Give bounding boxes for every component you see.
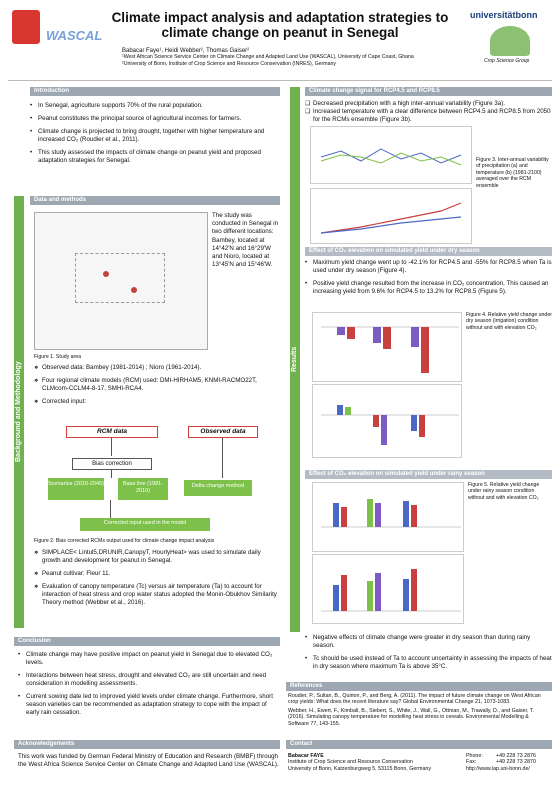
list-item: • Climate change may have positive impact on peanut yield in Senegal due to elevated CO₂ levels. — [18, 651, 280, 667]
list-item: • Negative effects of climate change were greater in dry season than during rainy season. — [305, 634, 552, 650]
website-link[interactable]: http://www.lap.uni-bonn.de/ — [466, 766, 530, 772]
list-item: ❑ Increased temperature with a clear difference between RCP4.5 and RCP8.5 from 2050 for the RCMs ensemble (Figure 3b). — [305, 108, 552, 124]
conclusion-list-right — [305, 634, 552, 676]
co2-dry-list — [305, 259, 552, 301]
scenarios-box: Scenarios (2016-2045) — [48, 478, 104, 500]
conclusion-list — [18, 651, 280, 722]
figure-2-caption: Figure 2. Bias corrected RCMs output used for climate change impact analysis — [34, 538, 215, 544]
university-seal-icon — [12, 10, 40, 44]
list-item: • In Senegal, agriculture supports 70% of the rural population. — [30, 102, 280, 110]
senegal-outline-icon — [75, 253, 165, 303]
list-item: • Current sowing date led to improved yield levels under climate change. Furthermore, short season varieties can be recommended as adaptation strategy to cope with the impact of early rain cessation. — [18, 693, 280, 717]
list-item: • Interactions between heat stress, drought and elevated CO₂ are still uncertain and need consideration in modelling assessments. — [18, 672, 280, 688]
bambey-marker-icon — [103, 271, 109, 277]
precipitation-lines — [311, 127, 471, 183]
crop-plant-icon — [490, 26, 530, 56]
list-item: ❑ Decreased precipitation with a high inter-annual variability (Figure 3a). — [305, 100, 552, 108]
rainy-no-co2-chart — [312, 482, 464, 552]
list-item: • This study assessed the impacts of climate change on peanut yield and proposed adaptation strategies for Senegal. — [30, 149, 280, 165]
study-area-map — [34, 212, 208, 350]
list-item: ❖ Evaluation of canopy temperature (Tc) versus air temperature (Ta) to account for interaction of heat stress and crop water status adopted the Monin-Obukhov Similarity Theory method (Webber et al., 2016). — [34, 583, 280, 607]
list-item: • Tc should be used instead of Ta to account uncertainty in assessing the impacts of heat in dry season where maximum Ta is above 35°C. — [305, 655, 552, 671]
intro-list — [30, 102, 280, 170]
list-item: • Peanut constitutes the principal source of agricultural incomes for farmers. — [30, 115, 280, 123]
wascal-logo: WASCAL — [46, 28, 103, 43]
reference-item: Webber, H., Ewert, F., Kimball, B., Siebert, S., White, J., Wall, G., Ottman, M., Trawally, D., and Gaiser, T. (2016). Simulating canopy temperature for modelling heat stress in cereals. Environmental Modelling & Software 77, 143-155. — [288, 707, 534, 727]
climate-list — [305, 100, 552, 129]
nioro-marker-icon — [131, 287, 137, 293]
fax-number: +49 228 73 2870 — [496, 759, 536, 766]
bias-correction-box: Bias correction — [72, 458, 152, 470]
dry-no-co2-chart — [312, 312, 462, 382]
figure-1-caption: Figure 1. Study area — [34, 354, 82, 360]
co2-rainy-header: Effect of CO₂ elevation on simulated yield under rainy season — [305, 470, 552, 479]
flow-arrow — [110, 500, 111, 518]
list-item: ❖ Four regional climate models (RCM) used: DMI-HIRHAM5, KNMI-RACMO22T, CLMcom-CCLM4-8-17, SMHI-RCA4. — [34, 377, 280, 393]
contact-block — [288, 753, 458, 772]
contact-institute: Institute of Crop Science and Resource Conservation — [288, 759, 413, 766]
flow-arrow — [111, 470, 112, 478]
author-names: Babacar Faye¹, Heidi Webber², Thomas Gaiser² — [122, 48, 250, 54]
intro-header: Introduction — [30, 87, 280, 96]
conclusion-header: Conclusion — [14, 637, 280, 646]
list-item: ❖ SIMPLACE< Lintul5,DRUNIR,CanopyT, HourlyHeat> was used to simulate daily growth and development for peanut in Senegal. — [34, 549, 280, 565]
bonn-logo: universitätbonn Crop Science Group — [470, 10, 538, 64]
figure-3-caption: Figure 3. Inter-annual variability of precipitation (a) and temperature (b) (1981-2100) averaged over the RCM ensemble — [476, 157, 549, 189]
observed-data-box: Observed data — [188, 426, 258, 438]
list-item: ❖ Corrected input: — [34, 398, 280, 406]
affiliation-2: ²University of Bonn, Institute of Crop Science and Resource Conservation (INRES), Germany — [122, 60, 336, 67]
poster-title: Climate impact analysis and adaptation strategies to climate change on peanut in Senegal — [111, 10, 449, 40]
precipitation-chart — [310, 126, 472, 184]
list-item: • Maximum yield change went up to -42.1% for RCP4.5 and -55% for RCP8.5 when Ta is used under dry season (Figure 4). — [305, 259, 552, 275]
phone-number: +49 228 73 2876 — [496, 753, 536, 759]
header-divider — [8, 80, 552, 81]
sidebar-left: Background and Methodology — [14, 196, 24, 628]
methods-list — [34, 549, 280, 612]
affiliation-1: ¹West African Science Service Center on Climate Change and Adapted Land Use (WASCAL), University of Cape Coast, Ghana — [122, 54, 414, 61]
data-header: Data and methods — [30, 196, 280, 205]
list-item: • Positive yield change resulted from the increase in CO₂ concentration. This caused an increasing yield from 9.6% for RCP4.5 to 13.2% for RCP8.5 (Figure 5). — [305, 280, 552, 296]
figure-4-caption: Figure 4. Relative yield change under dry season (irrigation) condition without and with elevation CO₂ — [466, 312, 552, 331]
co2-dry-header: Effect of CO₂ elevation on simulated yield under dry season — [305, 247, 552, 256]
flow-arrow — [111, 438, 112, 456]
temperature-lines — [311, 189, 471, 243]
list-item: ❖ Peanut cultivar: Fleur 11. — [34, 570, 280, 578]
data-list — [34, 364, 280, 411]
reference-item: Roudier, P., Sultan, B., Quirion, P., and Berg, A. (2011). The impact of future climate change on West African crop yields: What does the recent literature say? Global Environmental Change 21, 1073-1083. — [288, 693, 541, 706]
contact-header: Contact — [286, 740, 552, 749]
ack-text: This work was funded by German Federal Ministry of Education and Research (BMBF) through the West Africa Science Service Center on Climate Change and Adapted Land Use (WASCAL). — [18, 753, 279, 768]
delta-change-box: Delta change method — [184, 480, 252, 496]
rainy-co2-bars — [313, 555, 463, 623]
list-item: • Climate change is projected to bring drought, together with higher temperature and increased CO₂ (Roudier et al., 2011). — [30, 128, 280, 144]
figure-5-caption: Figure 5. Relative yield change under rainy season condition without and with elevation CO₂ — [468, 482, 540, 501]
dry-co2-bars — [313, 385, 461, 457]
rcm-data-box: RCM data — [66, 426, 158, 438]
authors-block — [122, 48, 422, 67]
temperature-chart — [310, 188, 472, 244]
corrected-input-box: Corrected input used in the model — [80, 518, 210, 531]
rainy-no-co2-bars — [313, 483, 463, 551]
rainy-co2-chart — [312, 554, 464, 624]
contact-name: Babacar FAYE — [288, 753, 324, 759]
contact-address: University of Bonn, Katzenburgweg 5, 53115 Bonn, Germany — [288, 765, 432, 772]
list-item: ❖ Observed data: Bambey (1981-2014) ; Nioro (1961-2014). — [34, 364, 280, 372]
references-list — [288, 693, 550, 727]
climate-header: Climate change signal for RCP4.5 and RCP8.5 — [305, 87, 552, 96]
sidebar-right: Results — [290, 87, 300, 632]
flow-arrow — [222, 438, 223, 478]
study-description: The study was conducted in Senegal in two different locations: Bambey, located at 14°42'N and 16°29'W and Nioro, located at 13°45'N and 15°46'W. — [212, 212, 279, 269]
dry-no-co2-bars — [313, 313, 461, 381]
baseline-box: Base line (1981-2010) — [118, 478, 168, 500]
dry-co2-chart — [312, 384, 462, 458]
references-header: References — [286, 682, 552, 691]
contact-numbers — [496, 753, 556, 766]
contact-labels: Phone: Fax: — [466, 753, 483, 766]
ack-header: Acknowledgements — [14, 740, 280, 749]
